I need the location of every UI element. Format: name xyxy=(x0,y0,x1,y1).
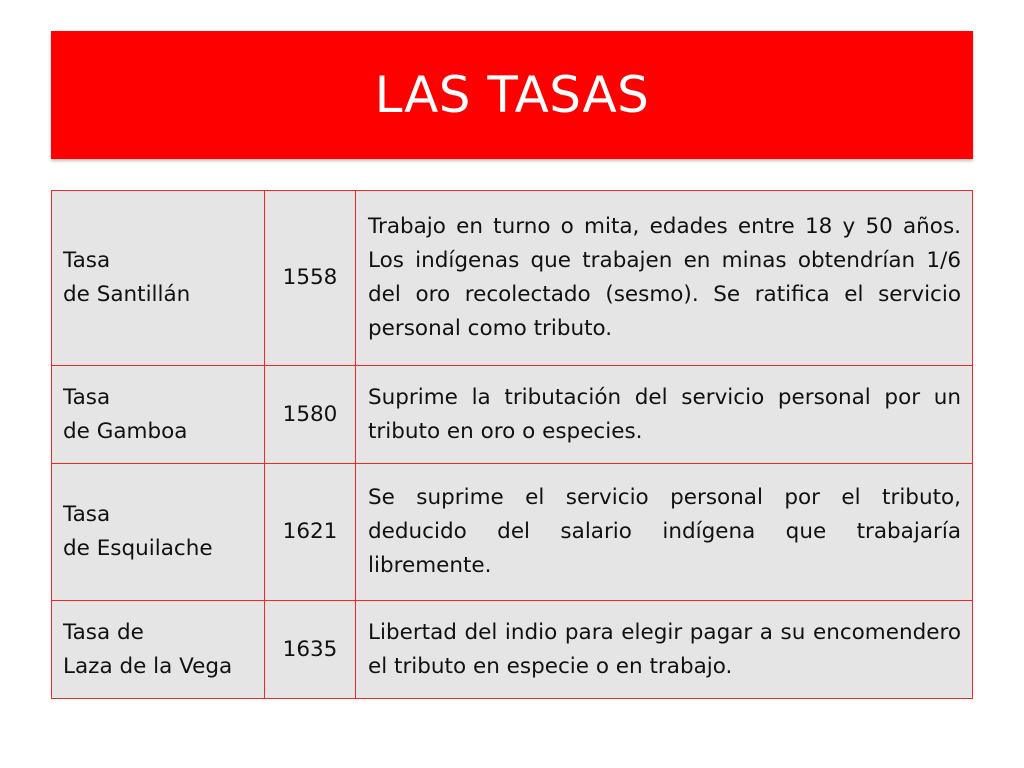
tasa-year-cell: 1558 xyxy=(265,191,356,366)
tasa-description-cell xyxy=(356,601,973,699)
tasa-name-line2: Laza de la Vega xyxy=(63,653,233,679)
table-row xyxy=(52,464,973,601)
tasa-name-line2: de Santillán xyxy=(63,282,191,307)
tasa-year-cell: 1635 xyxy=(265,601,356,699)
tasa-name-line1: Tasa xyxy=(63,502,111,527)
tasa-name-line2: de Gamboa xyxy=(63,418,188,444)
table-row xyxy=(52,601,973,699)
tasas-table xyxy=(51,190,973,699)
tasa-name-cell xyxy=(52,366,265,464)
tasa-description-cell xyxy=(356,366,973,464)
tasa-name-cell xyxy=(52,191,265,366)
tasa-description-cell xyxy=(356,464,973,601)
table-row xyxy=(52,366,973,464)
tasa-name-line1: Tasa xyxy=(63,384,111,410)
tasa-description: Trabajo en turno o mita, edades entre 18 y 50 años. Los indígenas que trabajen en minas obtendrían 1/6 del oro recolectado (sesmo). Se ratifica el servicio personal como tributo. xyxy=(368,214,961,341)
tasa-name-line1: Tasa de xyxy=(63,619,144,645)
slide-title: LAS TASAS xyxy=(374,66,650,124)
tasa-description: Suprime la tributación del servicio personal por un tributo en oro o especies. xyxy=(368,384,961,444)
tasa-description: Libertad del indio para elegir pagar a su encomendero el tributo en especie o en trabajo. xyxy=(368,619,961,679)
tasa-name-cell xyxy=(52,464,265,601)
tasa-description-cell xyxy=(356,191,973,366)
tasa-year-cell: 1580 xyxy=(265,366,356,464)
title-banner xyxy=(51,31,973,159)
tasa-year-cell: 1621 xyxy=(265,464,356,601)
tasa-name-line1: Tasa xyxy=(63,248,111,273)
table-row xyxy=(52,191,973,366)
tasa-description: Se suprime el servicio personal por el tributo, deducido del salario indígena que trabajaría libremente. xyxy=(368,485,961,578)
tasa-name-cell xyxy=(52,601,265,699)
tasa-name-line2: de Esquilache xyxy=(63,536,213,561)
